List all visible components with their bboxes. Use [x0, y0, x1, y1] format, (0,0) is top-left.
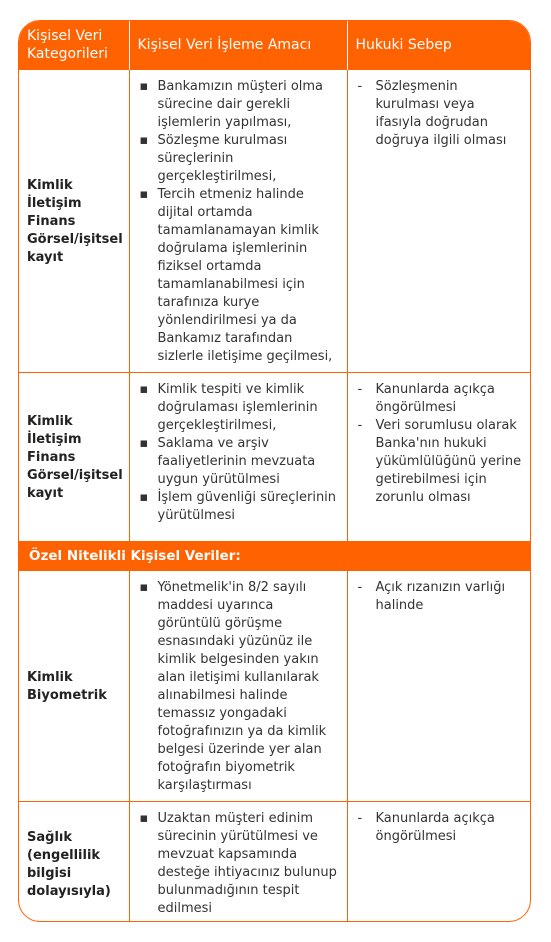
header-legal-basis: Hukuki Sebep	[347, 21, 530, 70]
bullet-icon: ▪	[139, 382, 149, 397]
legal-basis-cell	[347, 373, 530, 542]
header-categories: Kişisel Veri Kategorileri	[19, 21, 129, 70]
legal-item: - Veri sorumlusu olarak Banka'nın hukuki yükümlülüğünü yerine getirebilmesi için zorunlu olması	[357, 418, 522, 505]
purpose-item: ▪ Sözleşme kurulması süreçlerinin gerçekleştirilmesi,	[139, 133, 288, 184]
bullet-icon: ▪	[139, 79, 149, 94]
bullet-icon: ▪	[139, 133, 149, 148]
personal-data-table	[19, 21, 530, 922]
category-item: Finans	[27, 450, 76, 465]
table-header-row	[19, 21, 530, 70]
purpose-item: ▪ Yönetmelik'in 8/2 sayılı maddesi uyarınca görüntülü görüşme esnasındaki yüzünüz ile kimlik belgesinden yakın alan iletişimi kullanılarak alınabilmesi halinde temassız yongadaki fotoğrafınızın ya da kimlik belgesi üzerinde yer alan fotoğrafın biyometrik karşılaştırması	[139, 580, 327, 793]
bullet-icon: ▪	[139, 187, 149, 202]
legal-item: - Kanunlarda açıkça öngörülmesi	[357, 382, 495, 415]
legal-basis-cell	[347, 802, 530, 923]
category-item: İletişim	[27, 196, 82, 211]
purpose-cell	[129, 571, 347, 802]
category-item: Görsel/işitsel kayıt	[27, 232, 123, 265]
purpose-item: ▪ Saklama ve arşiv faaliyetlerinin mevzuata uygun yürütülmesi	[139, 436, 316, 487]
dash-icon: -	[357, 418, 363, 433]
category-cell	[19, 373, 129, 542]
table-row	[19, 70, 530, 373]
legal-item: - Kanunlarda açıkça öngörülmesi	[357, 811, 495, 844]
table-row	[19, 802, 530, 923]
dash-icon: -	[357, 580, 363, 595]
section-header-row	[19, 542, 530, 571]
legal-item: - Sözleşmenin kurulması veya ifasıyla doğrudan doğruya ilgili olması	[357, 79, 507, 148]
purpose-cell	[129, 373, 347, 542]
category-item: Sağlık (engellilik bilgisi dolayısıyla)	[27, 830, 111, 899]
bullet-icon: ▪	[139, 811, 149, 826]
purpose-cell	[129, 70, 347, 373]
dash-icon: -	[357, 79, 363, 94]
category-item: Kimlik	[27, 670, 73, 685]
legal-item: - Açık rızanızın varlığı halinde	[357, 580, 506, 613]
category-item: Kimlik	[27, 178, 73, 193]
bullet-icon: ▪	[139, 490, 149, 505]
category-cell	[19, 571, 129, 802]
legal-basis-cell	[347, 571, 530, 802]
purpose-item: ▪ İşlem güvenliği süreçlerinin yürütülmesi	[139, 490, 337, 523]
dash-icon: -	[357, 811, 363, 826]
table-row	[19, 373, 530, 542]
category-item: Finans	[27, 214, 76, 229]
purpose-item: ▪ Kimlik tespiti ve kimlik doğrulaması işlemlerinin gerçekleştirilmesi,	[139, 382, 318, 433]
bullet-icon: ▪	[139, 580, 149, 595]
category-item: Görsel/işitsel kayıt	[27, 468, 123, 501]
legal-basis-cell	[347, 70, 530, 373]
bullet-icon: ▪	[139, 436, 149, 451]
data-table-container	[18, 20, 531, 922]
category-cell	[19, 802, 129, 923]
section-title: Özel Nitelikli Kişisel Veriler:	[19, 542, 530, 571]
purpose-cell	[129, 802, 347, 923]
category-item: Kimlik	[27, 414, 73, 429]
dash-icon: -	[357, 382, 363, 397]
purpose-item: ▪ Bankamızın müşteri olma sürecine dair gerekli işlemlerin yapılması,	[139, 79, 324, 130]
table-row	[19, 571, 530, 802]
category-item: İletişim	[27, 432, 82, 447]
header-purpose: Kişisel Veri İşleme Amacı	[129, 21, 347, 70]
category-cell	[19, 70, 129, 373]
category-item: Biyometrik	[27, 688, 107, 703]
purpose-item: ▪ Tercih etmeniz halinde dijital ortamda tamamlanamayan kimlik doğrulama işlemlerinin fiziksel ortamda tamamlanabilmesi için tarafınıza kurye yönlendirilmesi ya da Bankamız tarafından sizlerle iletişime geçilmesi,	[139, 187, 333, 364]
purpose-item: ▪ Uzaktan müşteri edinim sürecinin yürütülmesi ve mevzuat kapsamında desteğe ihtiyacınız bulunup bulunmadığının tespit edilmesi	[139, 811, 337, 916]
